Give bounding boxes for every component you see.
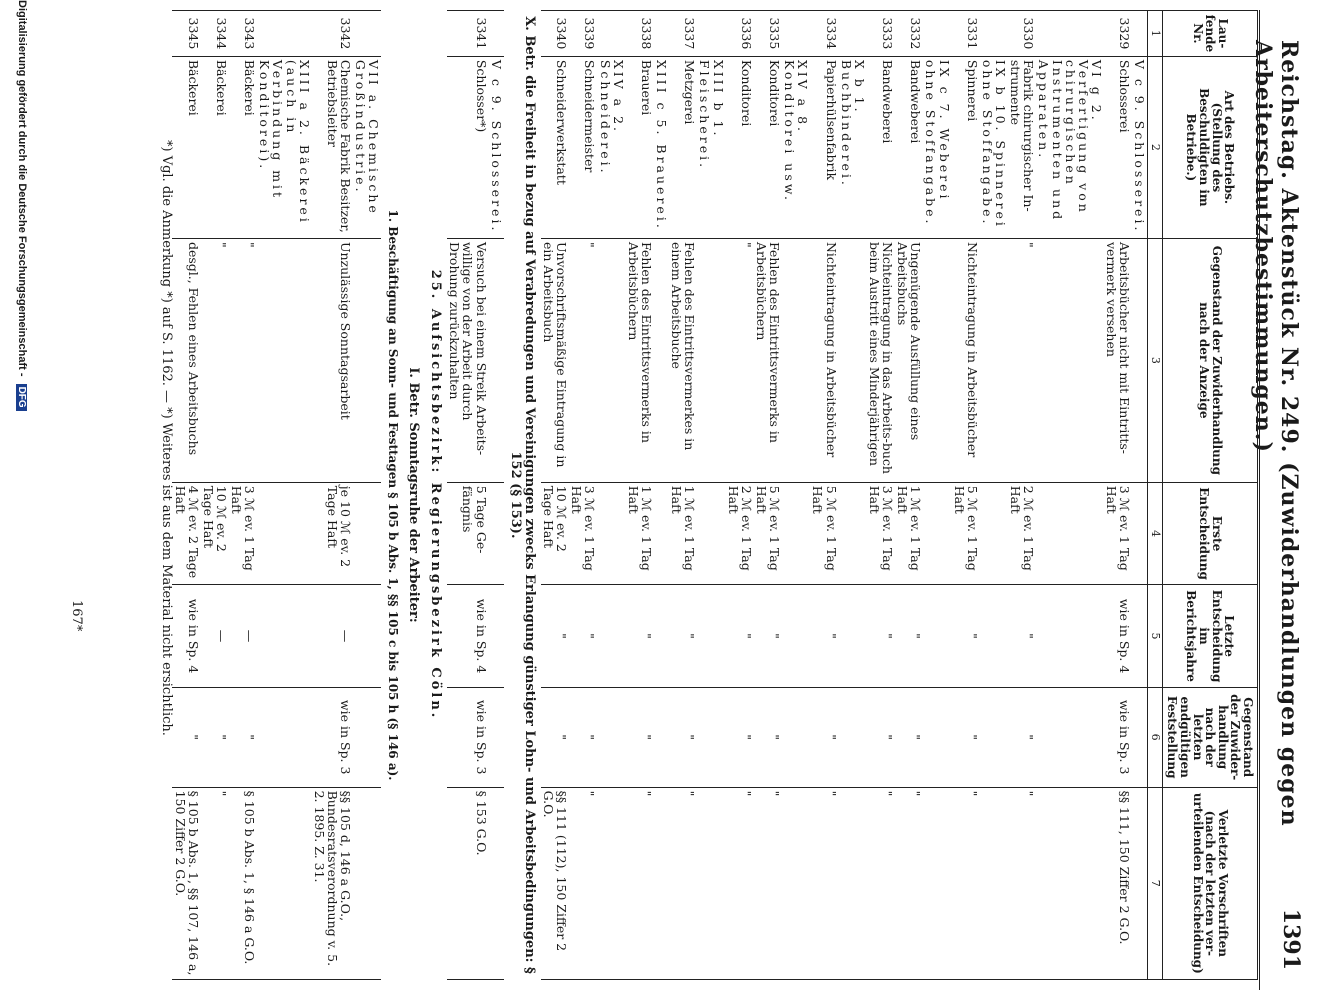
cell-col-7: §§ 111 (112), 150 Ziffer 2 G.O. [541, 787, 569, 979]
column-header-2: Art des Betriebs. (Stellung des Beschuldigten im Betriebe.) [1162, 56, 1257, 238]
header-rule [1259, 10, 1260, 990]
cell-col-4: 4 ℳ ev. 2 Tage Haft [172, 482, 200, 585]
cell-col-1 [697, 11, 725, 57]
folio-number: 167* [69, 600, 84, 632]
cell-col-1 [980, 11, 1008, 57]
cell-col-6: " [895, 687, 923, 787]
cell-col-4 [1132, 482, 1148, 585]
cell-col-7: " [626, 787, 654, 979]
cell-col-4 [980, 482, 1008, 585]
cell-col-5: — [201, 585, 229, 688]
cell-col-2: X b 1. Buchbinderei. [839, 56, 867, 238]
cell-col-1 [257, 11, 312, 57]
cell-col-2: Bäckerei [201, 56, 229, 238]
group-heading-row [980, 11, 1008, 980]
cell-col-6 [654, 687, 669, 787]
cell-col-7: § 153 G.O. [447, 787, 488, 979]
cell-col-2: XIII c 5. Brauerei. [654, 56, 669, 238]
cell-col-5: wie in Sp. 4 [447, 585, 488, 688]
cell-col-1: 3337 [669, 11, 697, 57]
group-heading-row [1132, 11, 1148, 980]
cell-col-7 [1036, 787, 1104, 979]
table-row [172, 11, 200, 980]
cell-col-6 [1132, 687, 1148, 787]
cell-col-2: V c 9. Schlosserei. [489, 56, 504, 238]
cell-col-3 [980, 238, 1008, 482]
cell-col-6 [980, 687, 1008, 787]
cell-col-1: 3341 [447, 11, 488, 57]
cell-col-3 [782, 238, 810, 482]
cell-col-3: Unzulässige Sonntagsarbeit [312, 238, 353, 482]
cell-col-1: 3332 [895, 11, 923, 57]
cell-col-3 [353, 238, 381, 482]
cell-col-4: 2 ℳ ev. 1 Tag Haft [726, 482, 754, 585]
cell-col-1: 3340 [541, 11, 569, 57]
cell-col-1: 3345 [172, 11, 200, 57]
cell-col-7: " [952, 787, 980, 979]
cell-col-1 [654, 11, 669, 57]
cell-col-6: " [754, 687, 782, 787]
cell-col-4: 3 ℳ ev. 1 Tag Haft [1104, 482, 1132, 585]
cell-col-2: Bandweberei [895, 56, 923, 238]
cell-col-1 [489, 11, 504, 57]
cell-col-6 [597, 687, 625, 787]
cell-col-5 [782, 585, 810, 688]
cell-col-5: — [312, 585, 353, 688]
column-header-5: Letzte Entscheidung im Berichtsjahre [1162, 585, 1257, 688]
cell-col-1: 3344 [201, 11, 229, 57]
page-header [1250, 0, 1304, 1000]
cell-col-7: " [669, 787, 697, 979]
cell-col-4: 10 ℳ ev. 2 Tage Haft [201, 482, 229, 585]
cell-col-3: Nichteintragung in Arbeitsbücher [952, 238, 980, 482]
cell-col-4 [257, 482, 312, 585]
cell-col-6: " [1008, 687, 1036, 787]
cell-col-3: " [726, 238, 754, 482]
cell-col-1 [839, 11, 867, 57]
table-row [541, 11, 569, 980]
cell-col-5: " [810, 585, 838, 688]
cell-col-5: wie in Sp. 4 [172, 585, 200, 688]
cell-col-6: " [726, 687, 754, 787]
group-heading-row [839, 11, 867, 980]
cell-col-7 [839, 787, 867, 979]
cell-col-4 [782, 482, 810, 585]
group-heading-row [489, 11, 504, 980]
cell-col-5: " [952, 585, 980, 688]
cell-col-4 [923, 482, 951, 585]
cell-col-2: Papierhülsenfabrik [810, 56, 838, 238]
cell-col-1: 3338 [626, 11, 654, 57]
table-body-section-ix [541, 11, 1148, 980]
table-row [726, 11, 754, 980]
cell-col-3: Ungenügende Ausfüllung eines Arbeitsbuchs [895, 238, 923, 482]
cell-col-5 [489, 585, 504, 688]
cell-col-3 [654, 238, 669, 482]
cell-col-7 [654, 787, 669, 979]
cell-col-7 [923, 787, 951, 979]
cell-col-2: V c 9. Schlosserei. [1132, 56, 1148, 238]
section-heading-i: I. Betr. Sonntagsruhe der Arbeiter: [406, 367, 422, 623]
group-heading-row [697, 11, 725, 980]
column-number-1: 1 [1148, 11, 1163, 57]
cell-col-2: XIII b 1. Fleischerei. [697, 56, 725, 238]
cell-col-6 [353, 687, 381, 787]
cell-col-2: Schneidermeister [569, 56, 597, 238]
cell-col-1 [597, 11, 625, 57]
cell-col-7: §§ 111, 150 Ziffer 2 G.O. [1104, 787, 1132, 979]
cell-col-4: 3 ℳ ev. 1 Tag Haft [229, 482, 257, 585]
cell-col-6: " [867, 687, 895, 787]
group-heading-row [923, 11, 951, 980]
cell-col-2: Brauerei [626, 56, 654, 238]
section-heading-x: X. Betr. die Freiheit in bezug auf Verabredungen und Vereinigungen zwecks Erlangung günstiger Lohn- und Arbeitsbedingungen: § 152 (§ 153). [508, 16, 537, 974]
cell-col-5: " [669, 585, 697, 688]
cell-col-6 [839, 687, 867, 787]
cell-col-4: 1 ℳ ev. 1 Tag Haft [669, 482, 697, 585]
cell-col-3: " [569, 238, 597, 482]
cell-col-7: " [895, 787, 923, 979]
cell-col-3: Fehlen des Eintrittsvermerks in Arbeitsbüchern [626, 238, 654, 482]
cell-col-4 [1036, 482, 1104, 585]
cell-col-6: " [201, 687, 229, 787]
cell-col-2: XIV a 2. Schneiderei. [597, 56, 625, 238]
cell-col-5: " [626, 585, 654, 688]
table-row [1104, 11, 1132, 980]
table-row [229, 11, 257, 980]
cell-col-7: " [867, 787, 895, 979]
subsection-heading-1: 1. Beschäftigung an Sonn- und Festtagen § 105 b Abs. 1, §§ 105 c bis 105 h (§ 146 a). [385, 209, 400, 781]
cell-col-3 [923, 238, 951, 482]
cell-col-1: 3342 [312, 11, 353, 57]
cell-col-6 [489, 687, 504, 787]
cell-col-5 [597, 585, 625, 688]
cell-col-3: desgl., Fehlen eines Arbeitsbuchs [172, 238, 200, 482]
cell-col-6: " [952, 687, 980, 787]
cell-col-2: Schneiderwerkstatt [541, 56, 569, 238]
cell-col-3 [597, 238, 625, 482]
cell-col-5 [257, 585, 312, 688]
cell-col-7 [257, 787, 312, 979]
table-row [312, 11, 353, 980]
cell-col-2: XIV a 8. Konditorei usw. [782, 56, 810, 238]
group-heading-row [1036, 11, 1104, 980]
group-heading-row [782, 11, 810, 980]
cell-col-4: 3 ℳ ev. 1 Tag Haft [569, 482, 597, 585]
cell-col-5 [980, 585, 1008, 688]
cell-col-1 [1132, 11, 1148, 57]
cell-col-3: Nichteintragung in das Arbeits-buch beim Austritt eines Minderjährigen [867, 238, 895, 482]
table-row [569, 11, 597, 980]
cell-col-4: 5 Tage Ge-fängnis [447, 482, 488, 585]
column-header-4: Erste Entscheidung [1162, 482, 1257, 585]
cell-col-3: " [1008, 238, 1036, 482]
cell-col-6: wie in Sp. 3 [447, 687, 488, 787]
cell-col-7: " [754, 787, 782, 979]
cell-col-7 [597, 787, 625, 979]
cell-col-6 [782, 687, 810, 787]
cell-col-3: Fehlen des Eintrittsvermerks in Arbeitsbüchern [754, 238, 782, 482]
cell-col-4 [654, 482, 669, 585]
cell-col-1: 3339 [569, 11, 597, 57]
cell-col-4 [597, 482, 625, 585]
cell-col-2: Konditorei [754, 56, 782, 238]
cell-col-5 [654, 585, 669, 688]
cell-col-4 [489, 482, 504, 585]
cell-col-2: Fabrik chirurgischer In-strumente [1008, 56, 1036, 238]
cell-col-2: XIII a 2. Bäckerei (auch in Verbindung mit Konditorei). [257, 56, 312, 238]
cell-col-2: Bäckerei [172, 56, 200, 238]
cell-col-5: " [569, 585, 597, 688]
cell-col-1: 3331 [952, 11, 980, 57]
page-number: 1391 [1278, 908, 1304, 970]
cell-col-2: Spinnerei [952, 56, 980, 238]
cell-col-4: 2 ℳ ev. 1 Tag Haft [1008, 482, 1036, 585]
cell-col-3 [489, 238, 504, 482]
cell-col-4 [839, 482, 867, 585]
table-header-row [1162, 11, 1257, 980]
table-row [447, 11, 488, 980]
group-heading-row [353, 11, 381, 980]
cell-col-5: " [867, 585, 895, 688]
cell-col-3 [1132, 238, 1148, 482]
cell-col-5 [353, 585, 381, 688]
cell-col-2: Metzgerei [669, 56, 697, 238]
cell-col-3 [1036, 238, 1104, 482]
cell-col-5: " [726, 585, 754, 688]
cell-col-3: Unvorschriftsmäßige Eintragung in ein Arbeitsbuch [541, 238, 569, 482]
cell-col-2: Schlosser*) [447, 56, 488, 238]
cell-col-3 [257, 238, 312, 482]
cell-col-1: 3336 [726, 11, 754, 57]
cell-col-5: wie in Sp. 4 [1104, 585, 1132, 688]
cell-col-5: " [1008, 585, 1036, 688]
cell-col-5: " [754, 585, 782, 688]
footnote: *) Vgl. die Anmerkung *) auf S. 1162. — *) Weiteres ist aus dem Material nicht ersichtlich. [159, 140, 174, 736]
cell-col-1 [353, 11, 381, 57]
cell-col-7: § 105 b Abs. 1, §§ 107, 146 a, 150 Ziffer 2 G.O. [172, 787, 200, 979]
cell-col-1 [1036, 11, 1104, 57]
cell-col-2: IX c 7. Weberei ohne Stoffangabe. [923, 56, 951, 238]
cell-col-6: " [229, 687, 257, 787]
cell-col-1: 3333 [867, 11, 895, 57]
cell-col-3: Arbeitsbücher nicht mit Eintritts-vermerk versehen [1104, 238, 1132, 482]
cell-col-2: Schlosserei [1104, 56, 1132, 238]
cell-col-2: IX b 10. Spinnerei ohne Stoffangabe. [980, 56, 1008, 238]
table-row [669, 11, 697, 980]
cell-col-2: VII a. Chemische Großindustrie. [353, 56, 381, 238]
cell-col-4: 1 ℳ ev. 1 Tag Haft [626, 482, 654, 585]
column-number-5: 5 [1148, 585, 1163, 688]
column-number-3: 3 [1148, 238, 1163, 482]
cell-col-1 [923, 11, 951, 57]
table-row [1008, 11, 1036, 980]
cell-col-3: Fehlen des Eintrittsvermerkes in einem Arbeitsbuche [669, 238, 697, 482]
cell-col-7 [697, 787, 725, 979]
cell-col-1 [782, 11, 810, 57]
cell-col-3: Versuch bei einem Streik Arbeits-willige von der Arbeit durch Drohung zurückzuhalten [447, 238, 488, 482]
cell-col-6 [1036, 687, 1104, 787]
cell-col-1: 3330 [1008, 11, 1036, 57]
table-body-section-x [447, 11, 504, 980]
cell-col-7: " [1008, 787, 1036, 979]
digitization-credit [16, 0, 28, 1000]
cell-col-2: VI g 2. Verfertigung von chirurgischen Instrumenten und Apparaten. [1036, 56, 1104, 238]
cell-col-6: " [626, 687, 654, 787]
cell-col-1: 3343 [229, 11, 257, 57]
column-header-3: Gegenstand der Zuwiderhandlung nach der Anzeige [1162, 238, 1257, 482]
group-heading-row [597, 11, 625, 980]
cell-col-7 [1132, 787, 1148, 979]
cell-col-5 [839, 585, 867, 688]
table-row [754, 11, 782, 980]
cell-col-7: " [569, 787, 597, 979]
cell-col-6: " [172, 687, 200, 787]
cell-col-6: wie in Sp. 3 [312, 687, 353, 787]
table-row [626, 11, 654, 980]
table-row [895, 11, 923, 980]
violations-table [172, 10, 1258, 980]
table-row [867, 11, 895, 980]
column-number-6: 6 [1148, 687, 1163, 787]
cell-col-7: " [201, 787, 229, 979]
table-row [201, 11, 229, 980]
cell-col-5: — [229, 585, 257, 688]
cell-col-5 [923, 585, 951, 688]
cell-col-6: wie in Sp. 3 [1104, 687, 1132, 787]
column-header-7: Verletzte Vorschriften (nach der letzten ver-urteilenden Entscheidung) [1162, 787, 1257, 979]
cell-col-3: " [201, 238, 229, 482]
dfg-logo: DFG [16, 384, 27, 411]
table-row [810, 11, 838, 980]
cell-col-6: " [541, 687, 569, 787]
cell-col-4: 5 ℳ ev. 1 Tag Haft [952, 482, 980, 585]
cell-col-6 [697, 687, 725, 787]
cell-col-4: 5 ℳ ev. 1 Tag Haft [754, 482, 782, 585]
cell-col-6: " [810, 687, 838, 787]
column-header-1: Lau-fende Nr. [1162, 11, 1257, 57]
cell-col-5 [697, 585, 725, 688]
cell-col-2: Chemische Fabrik Besitzer, Betriebsleiter [312, 56, 353, 238]
column-header-6: Gegenstand der Zuwider-handlung nach der letzten endgültigen Feststellung [1162, 687, 1257, 787]
group-heading-row [654, 11, 669, 980]
cell-col-7 [782, 787, 810, 979]
cell-col-3: Nichteintragung in Arbeitsbücher [810, 238, 838, 482]
cell-col-7: " [810, 787, 838, 979]
cell-col-1: 3329 [1104, 11, 1132, 57]
cell-col-5: " [895, 585, 923, 688]
cell-col-2: Bäckerei [229, 56, 257, 238]
cell-col-5 [1036, 585, 1104, 688]
cell-col-7: § 105 b Abs. 1, § 146 a G.O. [229, 787, 257, 979]
cell-col-6 [257, 687, 312, 787]
column-number-7: 7 [1148, 787, 1163, 979]
cell-col-6 [923, 687, 951, 787]
cell-col-4 [697, 482, 725, 585]
group-heading-row [257, 11, 312, 980]
cell-col-3: " [229, 238, 257, 482]
cell-col-7 [489, 787, 504, 979]
cell-col-5 [1132, 585, 1148, 688]
cell-col-7 [353, 787, 381, 979]
cell-col-6: " [569, 687, 597, 787]
cell-col-4: 1 ℳ ev. 1 Tag Haft [895, 482, 923, 585]
cell-col-7: §§ 105 d, 146 a G.O., Bundesratsverordnung v. 5. 2. 1895. Z. 31. [312, 787, 353, 979]
cell-col-3 [839, 238, 867, 482]
cell-col-3 [697, 238, 725, 482]
column-number-4: 4 [1148, 482, 1163, 585]
cell-col-4: 10 ℳ ev. 2 Tage Haft [541, 482, 569, 585]
cell-col-7: " [726, 787, 754, 979]
cell-col-2: Bandweberei [867, 56, 895, 238]
cell-col-7 [980, 787, 1008, 979]
cell-col-1: 3334 [810, 11, 838, 57]
cell-col-6: " [669, 687, 697, 787]
district-heading: 25. Aufsichtsbezirk: Regierungsbezirk Cöln. [428, 269, 444, 721]
cell-col-5: " [541, 585, 569, 688]
cell-col-4: 3 ℳ ev. 1 Tag Haft [867, 482, 895, 585]
cell-col-4: je 10 ℳ ev. 2 Tage Haft [312, 482, 353, 585]
cell-col-4 [353, 482, 381, 585]
cell-col-4: 5 ℳ ev. 1 Tag Haft [810, 482, 838, 585]
digitization-text: Digitalisierung gefördert durch die Deutsche Forschungsgemeinschaft - [16, 0, 28, 377]
table-body-section-i [172, 11, 381, 980]
cell-col-1: 3335 [754, 11, 782, 57]
page-title: Reichstag. Aktenstück Nr. 249. (Zuwiderhandlungen gegen Arbeiterschutzbestimmungen.) [1250, 40, 1302, 827]
cell-col-2: Konditorei [726, 56, 754, 238]
column-number-2: 2 [1148, 56, 1163, 238]
table-row [952, 11, 980, 980]
column-number-row [1148, 11, 1163, 980]
